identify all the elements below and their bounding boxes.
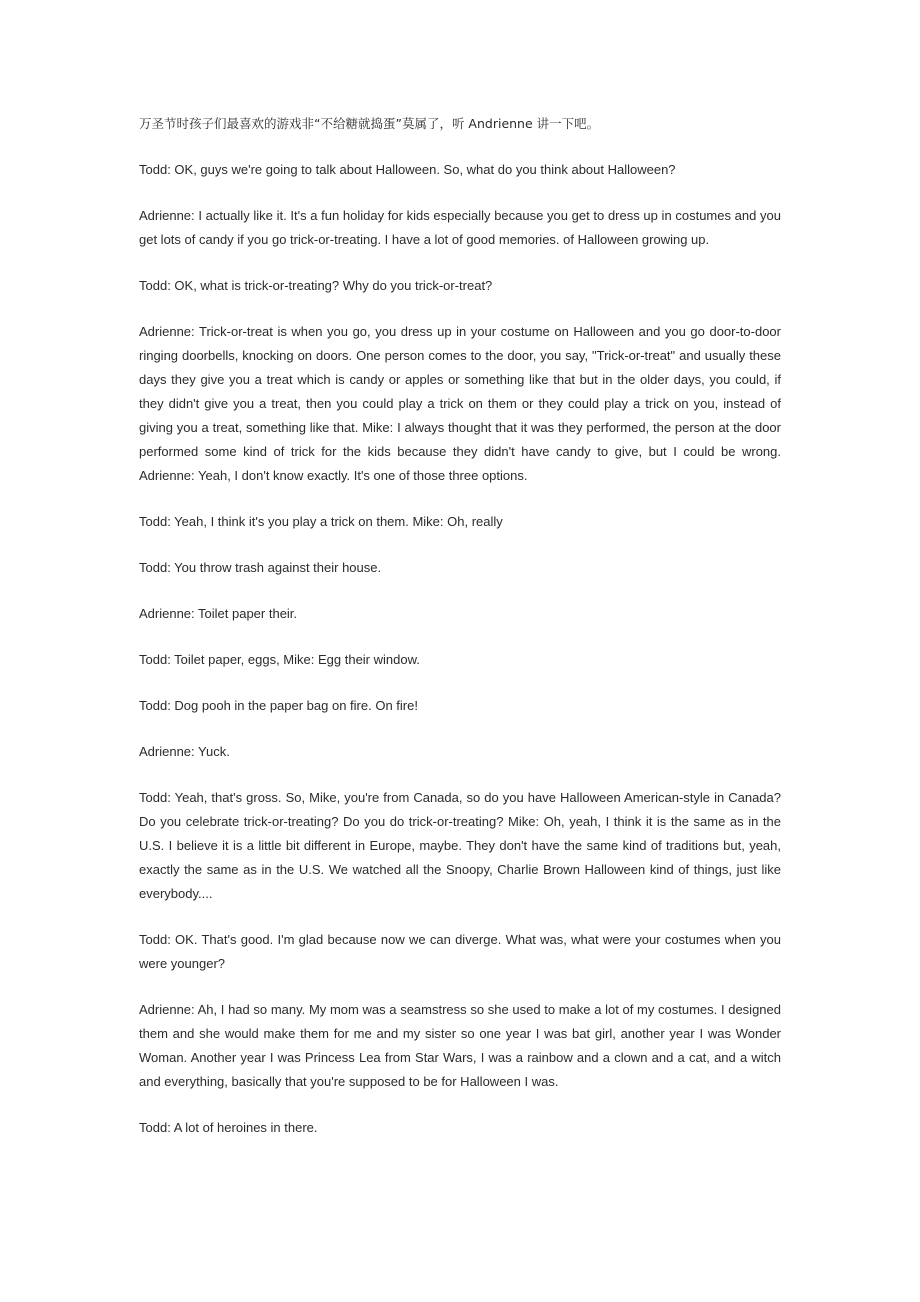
document-body <box>139 112 781 1162</box>
dialogue-paragraph: Adrienne: Toilet paper their. <box>139 606 298 621</box>
dialogue-paragraph: Todd: OK, guys we're going to talk about Halloween. So, what do you think about Halloween? <box>139 162 676 177</box>
dialogue-paragraph: Todd: Yeah, I think it's you play a trick on them. Mike: Oh, really <box>139 514 503 529</box>
dialogue-paragraph: Todd: Toilet paper, eggs, Mike: Egg their window. <box>139 652 420 667</box>
dialogue-paragraph: Todd: OK, what is trick-or-treating? Why do you trick-or-treat? <box>139 278 493 293</box>
dialogue-paragraph: Todd: A lot of heroines in there. <box>139 1120 318 1135</box>
intro-paragraph: 万圣节时孩子们最喜欢的游戏非“不给糖就捣蛋”莫属了，听 Andrienne 讲一下吧。 <box>139 116 600 131</box>
dialogue-paragraph: Adrienne: Trick-or-treat is when you go, you dress up in your costume on Halloween and you go door-to-door ringing doorbells, knocking on doors. One person comes to the door, you say, "Trick-or-treat" and usually these days they give you a treat which is candy or apples or something like that but in the older days, you could, if they didn't give you a treat, then you could play a trick on them or they could play a trick on you, instead of giving you a treat, something like that. Mike: I always thought that it was they performed, the person at the door performed some kind of trick for the kids because they didn't have candy to give, but I could be wrong. Adrienne: Yeah, I don't know exactly. It's one of those three options. <box>139 324 781 483</box>
dialogue-paragraph: Adrienne: I actually like it. It's a fun holiday for kids especially because you get to dress up in costumes and you get lots of candy if you go trick-or-treating. I have a lot of good memories. of Halloween growing up. <box>139 208 781 247</box>
dialogue-paragraph: Todd: OK. That's good. I'm glad because now we can diverge. What was, what were your costumes when you were younger? <box>139 932 781 971</box>
dialogue-paragraph: Todd: Dog pooh in the paper bag on fire. On fire! <box>139 698 418 713</box>
dialogue-paragraph: Adrienne: Ah, I had so many. My mom was a seamstress so she used to make a lot of my costumes. I designed them and she would make them for me and my sister so one year I was bat girl, another year I was Wonder Woman. Another year I was Princess Lea from Star Wars, I was a rainbow and a clown and a cat, and a witch and everything, basically that you're supposed to be for Halloween I was. <box>139 1002 781 1089</box>
dialogue-paragraph: Todd: You throw trash against their house. <box>139 560 382 575</box>
dialogue-paragraph: Adrienne: Yuck. <box>139 744 230 759</box>
dialogue-paragraph: Todd: Yeah, that's gross. So, Mike, you're from Canada, so do you have Halloween American-style in Canada? Do you celebrate trick-or-treating? Do you do trick-or-treating? Mike: Oh, yeah, I think it is the same as in the U.S. I believe it is a little bit different in Europe, maybe. They don't have the same kind of traditions but, yeah, exactly the same as in the U.S. We watched all the Snoopy, Charlie Brown Halloween kind of things, just like everybody.... <box>139 790 781 901</box>
